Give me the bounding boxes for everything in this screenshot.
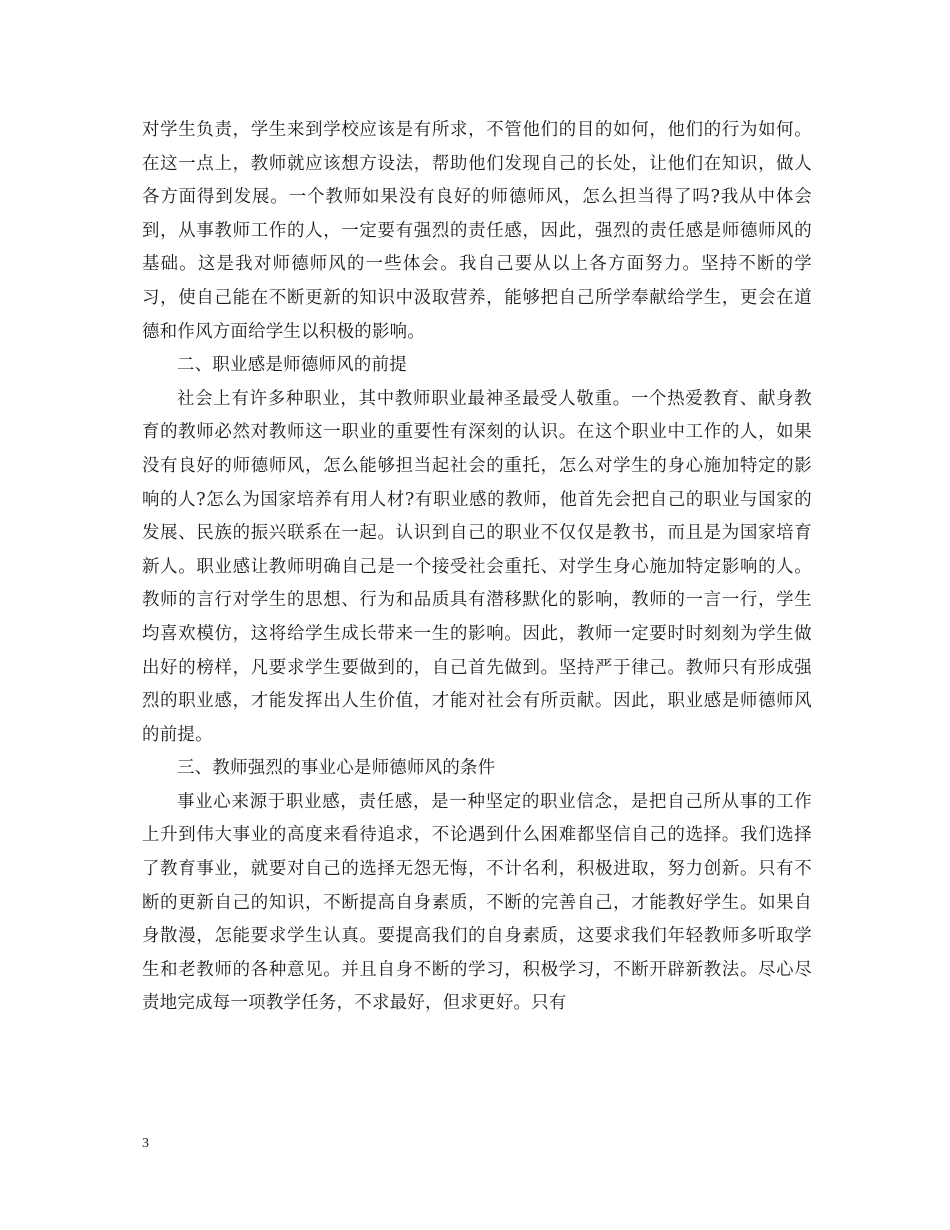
paragraph-profession: 社会上有许多种职业，其中教师职业最神圣最受人敬重。一个热爱教育、献身教育的教师必然对教师这一职业的重要性有深刻的认识。在这个职业中工作的人，如果没有良好的师德师风，怎么能够担当起社会的重托，怎么对学生的身心施加特定的影响的人?怎么为国家培养有用人材?有职业感的教师，他首先会把自己的职业与国家的发展、民族的振兴联系在一起。认识到自己的职业不仅仅是教书，而且是为国家培育新人。职业感让教师明确自己是一个接受社会重托、对学生身心施加特定影响的人。教师的言行对学生的思想、行为和品质具有潜移默化的影响，教师的一言一行，学生均喜欢模仿，这将给学生成长带来一生的影响。因此，教师一定要时时刻刻为学生做出好的榜样，凡要求学生要做到的，自己首先做到。坚持严于律己。教师只有形成强烈的职业感，才能发挥出人生价值，才能对社会有所贡献。因此，职业感是师德师风的前提。 xyxy=(142,388,812,745)
document-page xyxy=(142,114,812,1021)
page-number: 3 xyxy=(142,1136,149,1151)
paragraph-dedication: 事业心来源于职业感，责任感，是一种坚定的职业信念，是把自己所从事的工作上升到伟大事业的高度来看待追求，不论遇到什么困难都坚信自己的选择。我们选择了教育事业，就要对自己的选择无怨无悔，不计名利，积极进取，努力创新。只有不断的更新自己的知识，不断提高自身素质，不断的完善自己，才能教好学生。如果自身散漫，怎能要求学生认真。要提高我们的自身素质，这要求我们年轻教师多听取学生和老教师的各种意见。并且自身不断的学习，积极学习，不断开辟新教法。尽心尽责地完成每一项教学任务，不求最好，但求更好。只有 xyxy=(142,791,812,1014)
paragraph-responsibility-continued: 对学生负责，学生来到学校应该是有所求，不管他们的目的如何，他们的行为如何。在这一点上，教师就应该想方设法，帮助他们发现自己的长处，让他们在知识，做人各方面得到发展。一个教师如果没有良好的师德师风，怎么担当得了吗?我从中体会到，从事教师工作的人，一定要有强烈的责任感，因此，强烈的责任感是师德师风的基础。这是我对师德师风的一些体会。我自己要从以上各方面努力。坚持不断的学习，使自己能在不断更新的知识中汲取营养，能够把自己所学奉献给学生，更会在道德和作风方面给学生以积极的影响。 xyxy=(142,120,812,342)
section-heading-3: 三、教师强烈的事业心是师德师风的条件 xyxy=(177,758,496,779)
section-heading-2: 二、职业感是师德师风的前提 xyxy=(177,355,407,376)
